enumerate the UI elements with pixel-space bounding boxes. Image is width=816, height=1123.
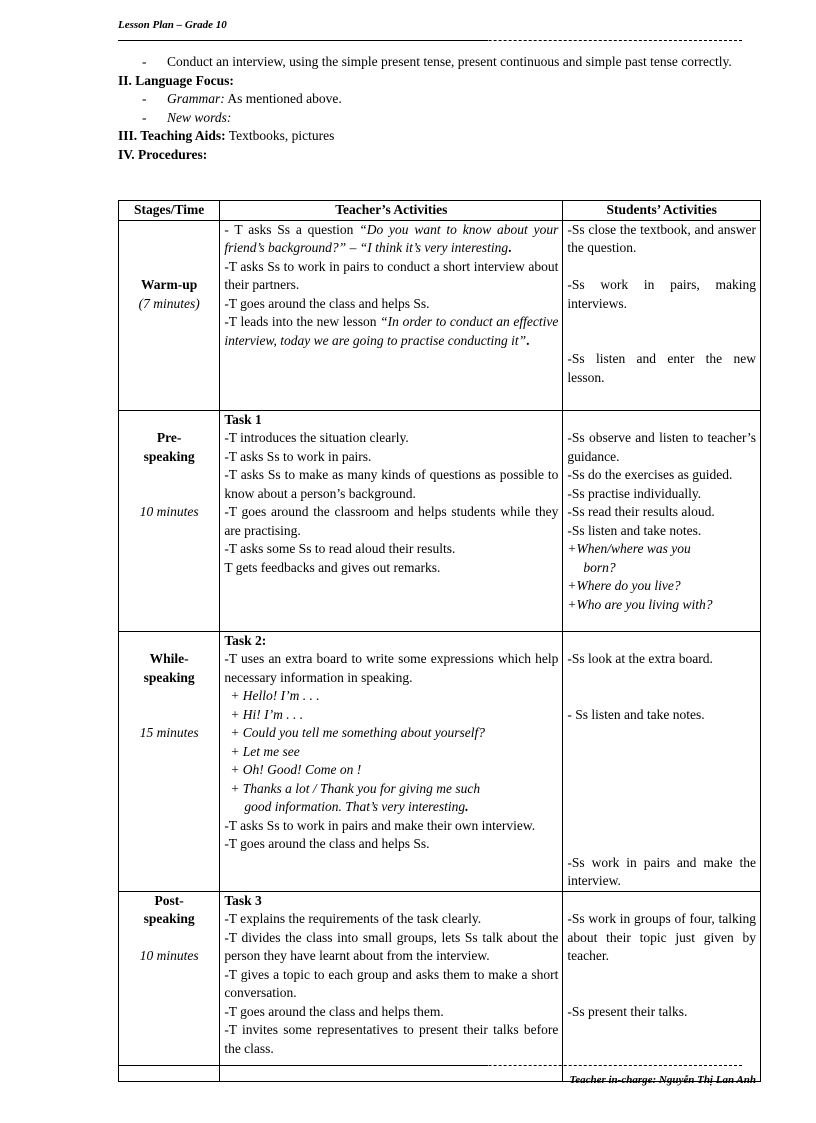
new-words-bullet: - New words: [142,109,232,125]
header-title: Lesson Plan – Grade 10 [118,19,227,31]
table-row-post-speaking: Post- speaking 10 minutes Task 3 -T explains the requirements of the task clearly. -T divides the class into small groups, lets Ss talk about the person they have learnt about from the interview. -T gives a topic to each group and asks them to make a short conversation. -T goes around the class and helps them. -T invites some representatives to present their talks before the class. -Ss work in groups of four, talking about their topic just given by teacher. -Ss present their talks. [119,891,761,1081]
page-header [118,19,227,31]
table-header-row [119,201,761,221]
language-focus-title: II. Language Focus: [118,72,234,88]
table-row-warmup: Warm-up (7 minutes) - T asks Ss a question “Do you want to know about your friend’s background?” – “I think it’s very interesting. -T asks Ss to work in pairs to conduct a short interview about their partners. -T goes around the class and helps Ss. -T leads into the new lesson “In order to conduct an effective interview, today we are going to practise conducting it”. -Ss close the textbook, and answer the question. -Ss work in pairs, making interviews. -Ss listen and enter the new lesson. [119,220,761,410]
table-row-pre-speaking: Pre- speaking 10 minutes Task 1 -T introduces the situation clearly. -T asks Ss to work in pairs. -T asks Ss to make as many kinds of questions as possible to know about a person’s background. -T goes around the classroom and helps students while they are practising. -T asks some Ss to read aloud their results. T gets feedbacks and gives out remarks. -Ss observe and listen to teacher’s guidance. -Ss do the exercises as guided. -Ss practise individually. -Ss read their results aloud. -Ss listen and take notes. +When/where was you born? +Where do you live? +Who are you living with? [119,410,761,631]
header-teacher: Teacher’s Activities [220,201,563,221]
lesson-intro [118,53,758,164]
objective-bullet: - Conduct an interview, using the simple present tense, present continuous and simple past tense correctly. [142,54,732,69]
procedures-table [118,200,761,1082]
footer-label: Teacher in-charge: [569,1074,659,1086]
procedures-title: IV. Procedures: [118,146,208,162]
teaching-aids-line: III. Teaching Aids: Textbooks, pictures [118,128,335,143]
header-stages: Stages/Time [119,201,220,221]
page-footer [569,1074,756,1086]
teacher-name: Nguyễn Thị Lan Anh [658,1074,756,1086]
footer-divider [118,1065,742,1066]
table-row-while-speaking: While- speaking 15 minutes Task 2: -T uses an extra board to write some expressions which help necessary information in speaking. + Hello! I’m . . . + Hi! I’m . . . + Could you tell me something about yourself? + Let me see + Oh! Good! Come on ! + Thanks a lot / Thank you for giving me such good information. That’s very interesting. -T asks Ss to work in pairs and make their own interview. -T goes around the class and helps Ss. -Ss look at the extra board. - Ss listen and take notes. -Ss work in pairs and make the interview. [119,631,761,891]
grammar-bullet: - Grammar: As mentioned above. [142,91,342,106]
header-divider [118,40,742,41]
header-students: Students’ Activities [563,201,761,221]
